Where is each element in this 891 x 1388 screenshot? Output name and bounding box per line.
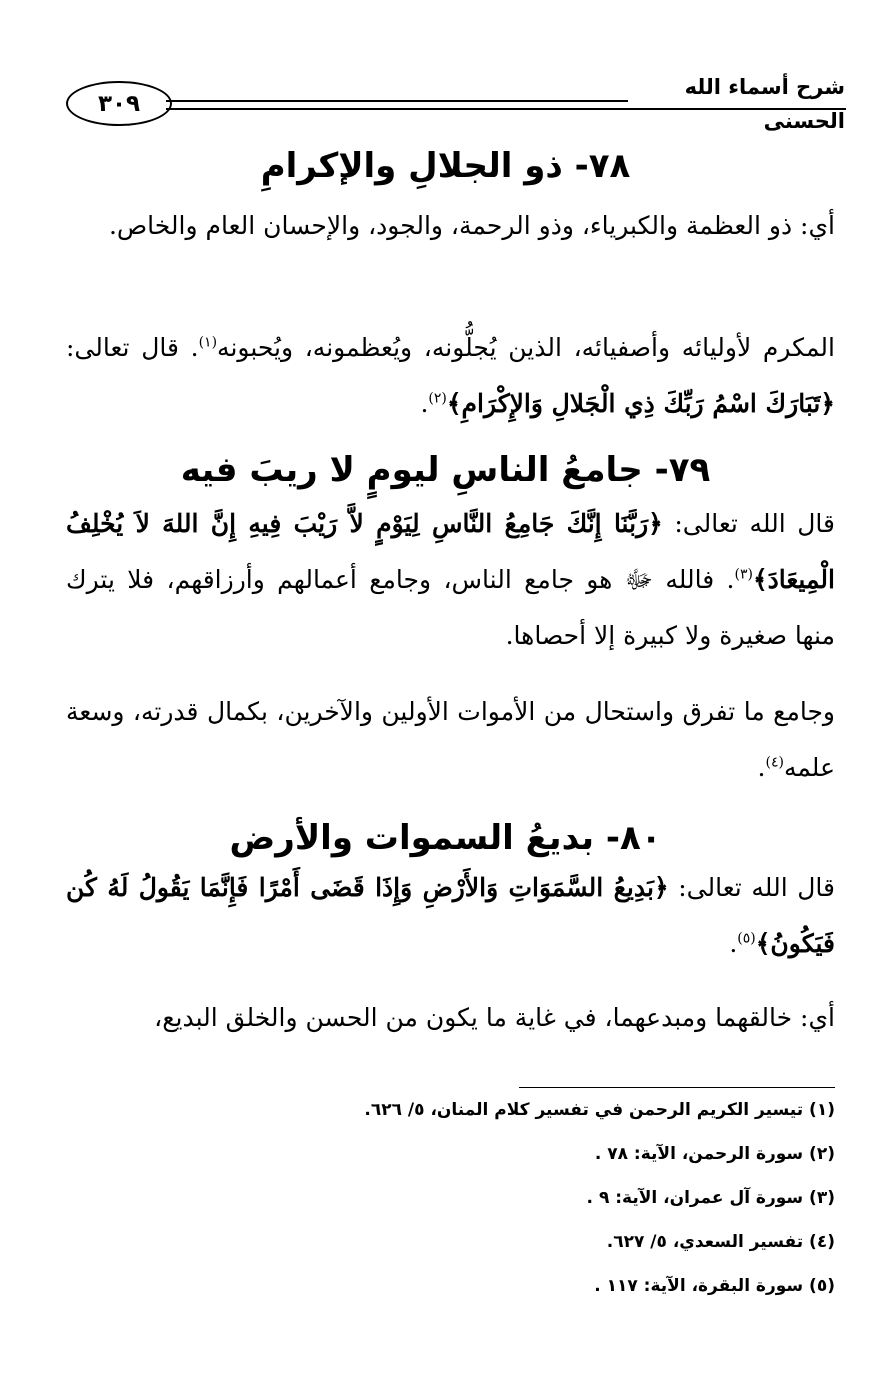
footnote-2: (٢) سورة الرحمن، الآية: ٧٨ . <box>594 1144 835 1164</box>
page-number: ٣٠٩ <box>66 81 172 126</box>
paragraph-80-1 <box>66 860 835 972</box>
paragraph-80-1-end: . <box>729 929 738 958</box>
quran-verse-79: ﴿رَبَّنَا إِنَّكَ جَامِعُ النَّاسِ لِيَوْمٍ لاَّ رَيْبَ فِيهِ إِنَّ اللهَ لاَ يُخْلِفُ الْمِيعَادَ﴾ <box>66 509 835 594</box>
footnote-ref-4: (٤) <box>765 754 784 771</box>
footnote-4: (٤) تفسير السعدي، ٥/ ٦٢٧. <box>606 1232 835 1252</box>
section-heading-79: ٧٩- جامعُ الناسِ ليومٍ لا ريبَ فيه <box>180 450 711 490</box>
footnote-ref-5: (٥) <box>737 930 756 947</box>
footnote-5: (٥) سورة البقرة، الآية: ١١٧ . <box>594 1276 835 1296</box>
paragraph-78-2-end: . <box>420 389 429 418</box>
paragraph-78-1: أي: ذو العظمة والكبرياء، وذو الرحمة، والجود، والإحسان العام والخاص. <box>108 211 835 240</box>
paragraph-80-1-start: قال الله تعالى: <box>668 873 835 902</box>
footnote-3: (٣) سورة آل عمران، الآية: ٩ . <box>586 1188 835 1208</box>
paragraph-79-1-start: قال الله تعالى: <box>662 509 835 538</box>
footnote-ref-2: (٢) <box>428 390 447 407</box>
paragraph-78-2-cont: . قال تعالى: <box>66 333 199 362</box>
quran-verse-78: ﴿تَبَارَكَ اسْمُ رَبِّكَ ذِي الْجَلالِ وَالإِكْرَامِ﴾ <box>446 389 835 418</box>
section-heading-78: ٧٨- ذو الجلالِ والإكرامِ <box>260 146 631 186</box>
paragraph-79-2-text: وجامع ما تفرق واستحال من الأموات الأولين والآخرين، بكمال قدرته، وسعة علمه <box>66 697 835 782</box>
header-rule-top <box>166 100 628 102</box>
paragraph-80-2: أي: خالقهما ومبدعهما، في غاية ما يكون من الحسن والخلق البديع، <box>154 1003 835 1032</box>
paragraph-79-1-end: . فالله ﷻ هو جامع الناس، وجامع أعمالهم وأرزاقهم، فلا يترك منها صغيرة ولا كبيرة إلا أحصاها. <box>66 565 835 650</box>
footnote-1: (١) تيسير الكريم الرحمن في تفسير كلام المنان، ٥/ ٦٢٦. <box>364 1100 835 1120</box>
paragraph-79-2-end: . <box>757 753 766 782</box>
footnote-ref-3: (٣) <box>734 566 753 583</box>
footnote-ref-1: (١) <box>198 334 218 351</box>
paragraph-78-2 <box>66 320 835 432</box>
section-heading-80: ٨٠- بديعُ السموات والأرض <box>229 818 662 858</box>
running-title: شرح أسماء الله الحسنى <box>684 75 845 133</box>
paragraph-79-1 <box>66 496 835 664</box>
header-rule-bottom <box>166 108 846 110</box>
paragraph-78-2-text: المكرم لأوليائه وأصفيائه، الذين يُجلُّونه، ويُعظمونه، ويُحبونه <box>217 333 835 362</box>
footnote-separator <box>519 1087 835 1088</box>
quran-verse-80: ﴿بَدِيعُ السَّمَوَاتِ وَالأَرْضِ وَإِذَا قَضَى أَمْرًا فَإِنَّمَا يَقُولُ لَهُ كُن فَيَكُونُ﴾ <box>66 873 835 958</box>
paragraph-79-2 <box>66 684 835 796</box>
